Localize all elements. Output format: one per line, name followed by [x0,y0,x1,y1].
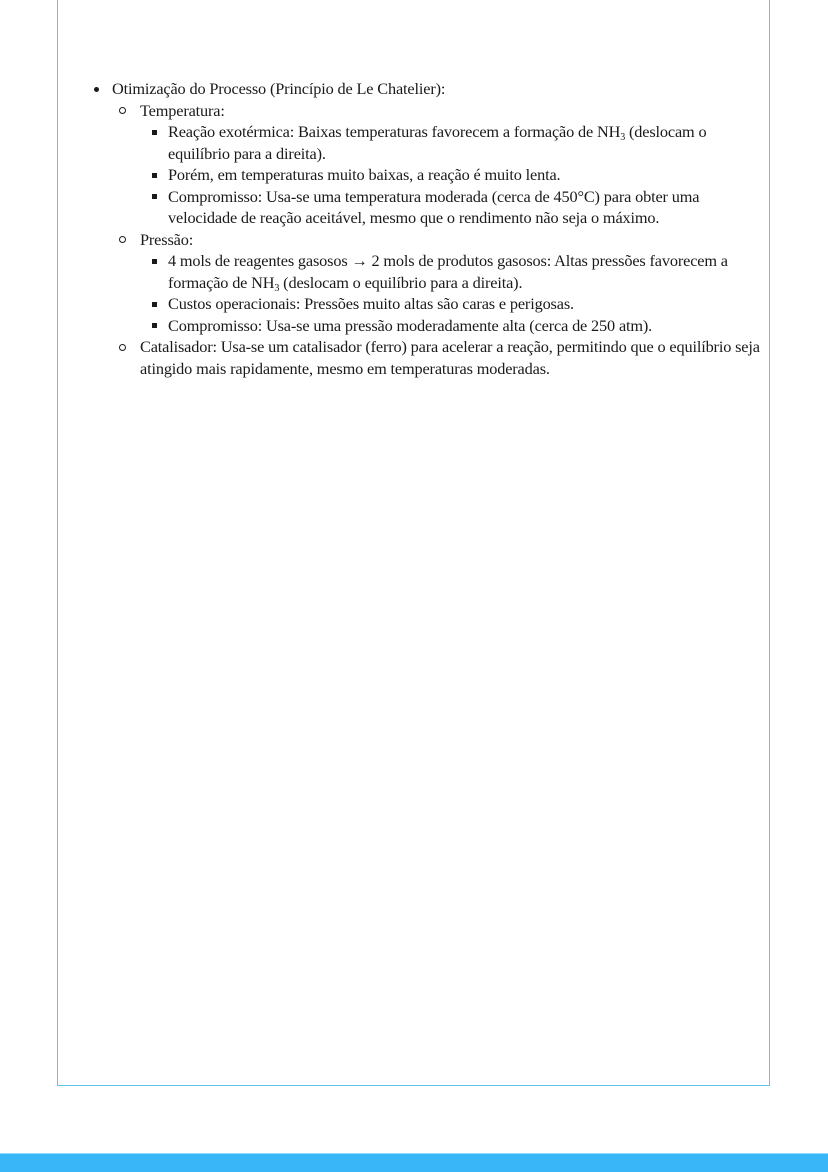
document-page [57,0,770,1086]
list-item-pressure [114,229,771,337]
square-bullet-icon [152,302,157,307]
list-item-title: Otimização do Processo (Princípio de Le Chatelier): [112,79,446,98]
list-item-catalyst [114,336,771,379]
section-title: Temperatura: [140,100,225,120]
section-title: Catalisador: Usa-se um catalisador (ferro) para acelerar a reação, permitindo que o equilíbrio seja atingido mais rapidamente, mesmo em temperaturas moderadas. [140,337,760,378]
square-bullet-icon [152,259,157,264]
bottom-bar [0,1153,828,1172]
circle-bullet-icon [119,236,126,243]
list-item-text: Compromisso: Usa-se uma pressão moderadamente alta (cerca de 250 atm). [168,315,653,335]
square-bullet-icon [152,323,157,328]
circle-bullet-icon [119,107,126,114]
section-title: Pressão: [140,229,194,249]
list-item [168,186,771,229]
sub-sub-list [168,121,771,229]
list-item [168,121,771,164]
bullet-list [58,78,771,379]
list-item [168,293,771,315]
list-item-text: Porém, em temperaturas muito baixas, a reação é muito lenta. [168,165,561,184]
square-bullet-icon [152,173,157,178]
list-item-text: Reação exotérmica: Baixas temperaturas favorecem a formação de $NH_3$ (deslocam o equilíbrio para a direita). [168,122,707,163]
list-item [168,164,771,186]
list-item [168,315,771,337]
list-item-text: 4 mols de reagentes gasosos → 2 mols de produtos gasosos: Altas pressões favorecem a formação de $NH_3$ (deslocam o equilíbrio para a direita). [168,251,728,294]
list-item [168,250,771,293]
disc-bullet-icon [94,87,99,92]
list-item-text: Compromisso: Usa-se uma temperatura moderada (cerca de 450°C) para obter uma velocidade de reação aceitável, mesmo que o rendimento não seja o máximo. [168,186,700,227]
circle-bullet-icon [119,344,126,351]
square-bullet-icon [152,194,157,199]
list-item-process-optimization [58,78,771,379]
square-bullet-icon [152,130,157,135]
list-item-text: Custos operacionais: Pressões muito altas são caras e perigosas. [168,294,574,313]
sub-sub-list [168,250,771,336]
sub-list [140,100,771,380]
list-item-temperature [114,100,771,229]
page-content [58,78,771,379]
